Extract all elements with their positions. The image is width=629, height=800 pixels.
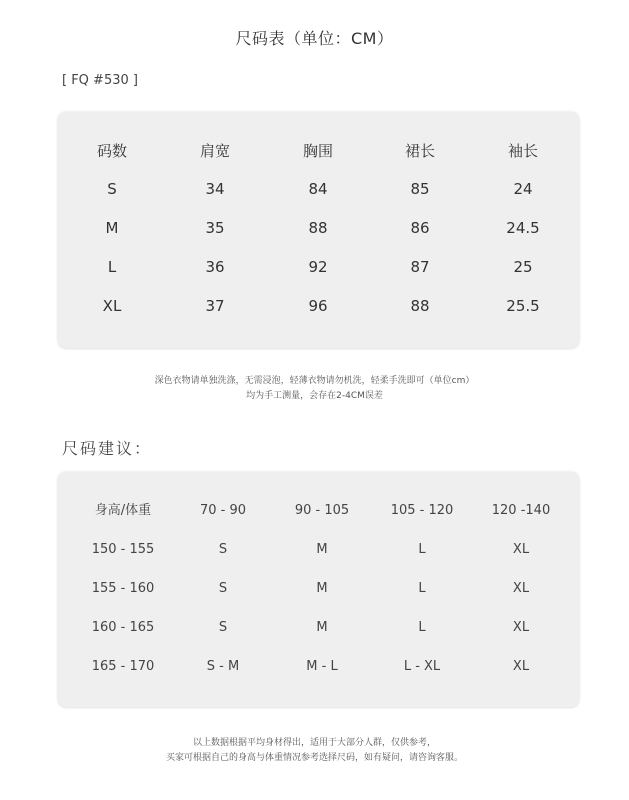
table-cell: 25.5 bbox=[506, 297, 540, 315]
header-cell: 裙长 bbox=[404, 142, 435, 160]
size-suggestion-title: 尺码建议： bbox=[62, 439, 153, 458]
table-cell: XL bbox=[512, 542, 530, 557]
table-cell: XL bbox=[512, 659, 530, 674]
table-cell: M bbox=[316, 581, 328, 596]
table-cell: S bbox=[218, 620, 228, 635]
size-suggestion-table bbox=[58, 472, 579, 707]
header-cell: 袖长 bbox=[507, 142, 538, 160]
table-header-row bbox=[58, 140, 579, 162]
table-cell: L bbox=[107, 258, 117, 276]
header-cell: 码数 bbox=[96, 142, 127, 160]
header-cell: 120 -140 bbox=[491, 503, 551, 518]
header-cell: 肩宽 bbox=[199, 142, 230, 160]
table-cell: L bbox=[418, 542, 426, 557]
table-row bbox=[58, 656, 579, 678]
table-cell: 87 bbox=[410, 258, 430, 276]
table-row bbox=[58, 295, 579, 317]
header-cell: 70 - 90 bbox=[199, 503, 247, 518]
table-cell: M bbox=[105, 219, 119, 237]
table-cell: 165 - 170 bbox=[91, 659, 155, 674]
table-cell: 85 bbox=[410, 180, 430, 198]
table-cell: M - L bbox=[306, 659, 338, 674]
table-cell: 96 bbox=[308, 297, 328, 315]
table-cell: XL bbox=[102, 297, 122, 315]
table-cell: 86 bbox=[410, 219, 430, 237]
table-row bbox=[58, 217, 579, 239]
table-cell: 36 bbox=[205, 258, 225, 276]
table-cell: 24 bbox=[513, 180, 533, 198]
table-cell: 37 bbox=[205, 297, 225, 315]
disclaimer-line-1: 以上数据根据平均身材得出，适用于大部分人群，仅供参考， bbox=[192, 738, 436, 748]
size-table bbox=[58, 112, 579, 348]
header-cell: 90 - 105 bbox=[294, 503, 350, 518]
table-cell: L bbox=[418, 620, 426, 635]
table-cell: 155 - 160 bbox=[91, 581, 155, 596]
table-cell: 150 - 155 bbox=[91, 542, 155, 557]
table-cell: 34 bbox=[205, 180, 225, 198]
table-cell: 25 bbox=[513, 258, 533, 276]
table-row bbox=[58, 256, 579, 278]
table-row bbox=[58, 178, 579, 200]
care-note-line-1: 深色衣物请单独洗涤，无需浸泡，轻薄衣物请勿机洗，轻柔手洗即可（单位cm） bbox=[154, 376, 475, 386]
care-note-line-2: 均为手工测量，会存在2-4CM误差 bbox=[246, 391, 383, 401]
page-title: 尺码表（单位：CM） bbox=[235, 29, 394, 48]
table-row bbox=[58, 539, 579, 561]
table-cell: S bbox=[218, 581, 228, 596]
table-row bbox=[58, 617, 579, 639]
header-cell: 105 - 120 bbox=[390, 503, 454, 518]
table-cell: S bbox=[218, 542, 228, 557]
table-cell: S bbox=[107, 180, 117, 198]
table-cell: 24.5 bbox=[506, 219, 540, 237]
table-cell: L - XL bbox=[403, 659, 441, 674]
table-cell: 88 bbox=[410, 297, 430, 315]
table-cell: M bbox=[316, 620, 328, 635]
header-cell: 胸围 bbox=[302, 142, 333, 160]
table-cell: 88 bbox=[308, 219, 328, 237]
table-row bbox=[58, 578, 579, 600]
table-cell: M bbox=[316, 542, 328, 557]
table-cell: 35 bbox=[205, 219, 225, 237]
table-header-row bbox=[58, 500, 579, 522]
header-cell: 身高/体重 bbox=[94, 503, 152, 518]
table-cell: 92 bbox=[308, 258, 328, 276]
table-cell: XL bbox=[512, 620, 530, 635]
table-cell: L bbox=[418, 581, 426, 596]
table-cell: 160 - 165 bbox=[91, 620, 155, 635]
table-cell: 84 bbox=[308, 180, 328, 198]
table-cell: S - M bbox=[206, 659, 240, 674]
product-code: [ FQ #530 ] bbox=[62, 73, 138, 88]
disclaimer-line-2: 买家可根据自己的身高与体重情况参考选择尺码，如有疑问，请咨询客服。 bbox=[165, 753, 463, 763]
table-cell: XL bbox=[512, 581, 530, 596]
